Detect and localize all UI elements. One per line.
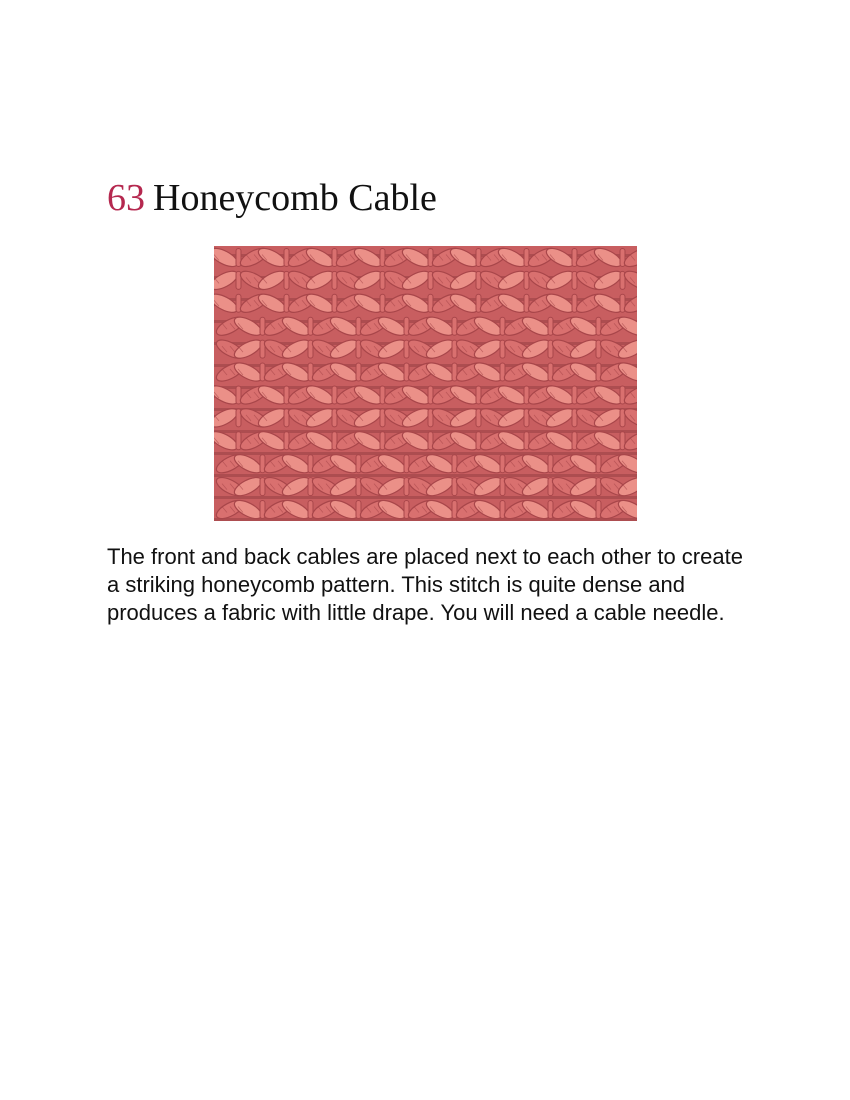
pattern-heading bbox=[107, 176, 437, 220]
pattern-number: 63 bbox=[107, 177, 145, 219]
pattern-description: The front and back cables are placed next to each other to create a striking honeycomb pattern. This stitch is quite dense and produces a fabric with little drape. You will need a cable needle. bbox=[107, 544, 743, 625]
stitch-swatch-photo bbox=[214, 246, 637, 521]
pattern-title: Honeycomb Cable bbox=[153, 177, 437, 219]
